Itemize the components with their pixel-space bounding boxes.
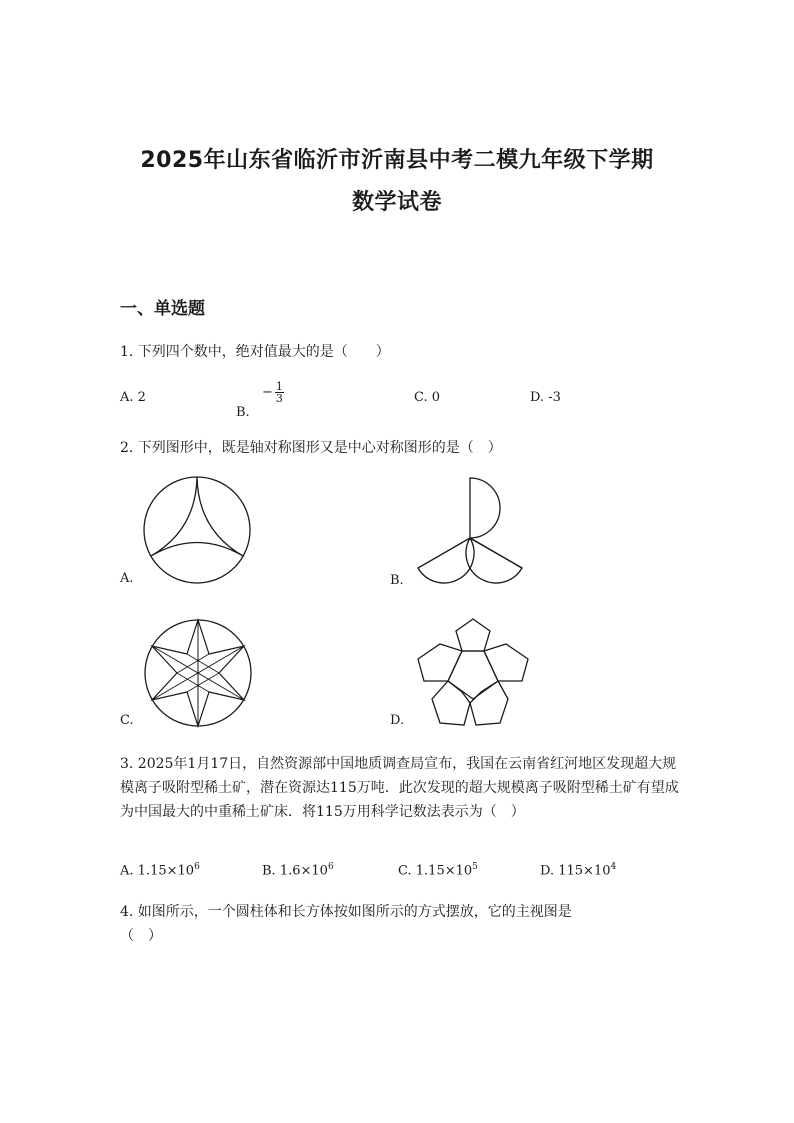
exam-title-line1: 2025年山东省临沂市沂南县中考二模九年级下学期 xyxy=(140,148,654,173)
q3-option-b xyxy=(262,862,334,878)
q3-option-c xyxy=(398,862,478,878)
q3-option-a-exponent: 6 xyxy=(194,862,200,872)
q1-option-b-numerator: 1 xyxy=(275,380,283,393)
section-heading: 一、单选题 xyxy=(120,299,205,319)
question-2-stem: 2. 下列图形中，既是轴对称图形又是中心对称图形的是（ ） xyxy=(120,440,502,456)
question-3-stem: 3. 2025年1月17日，自然资源部中国地质调查局宣布，我国在云南省红河地区发现超大规模离子吸附型稀土矿，潜在资源达115万吨．此次发现的超大规模离子吸附型稀土矿有望成为中国最大的中重稀土矿床．将115万用科学记数法表示为（ ） xyxy=(120,756,679,820)
question-1-stem: 1. 下列四个数中，绝对值最大的是（ ） xyxy=(120,344,390,360)
q3-option-a-base: 1.15×10 xyxy=(137,863,195,879)
question-4-stem-line1: 4. 如图所示，一个圆柱体和长方体按如图所示的方式摆放，它的主视图是 xyxy=(120,904,572,920)
exam-title-line2: 数学试卷 xyxy=(351,190,442,215)
q3-option-d-exponent: 4 xyxy=(610,862,617,872)
q3-option-c-base: 1.15×10 xyxy=(415,863,473,879)
q2-figure-c-six-point-star-in-circle xyxy=(142,617,254,729)
q1-option-b-sign: − xyxy=(262,385,273,400)
q1-option-b-label: B. xyxy=(236,405,250,420)
q3-option-b-exponent: 6 xyxy=(327,862,334,872)
question-4-stem-line2: （ ） xyxy=(120,928,162,944)
q2-option-b-label: B. xyxy=(390,573,404,588)
q3-option-d-base: 115×10 xyxy=(558,863,611,879)
q1-option-a: A. 2 xyxy=(120,390,146,405)
q3-option-a-label: A. xyxy=(120,863,134,879)
q3-option-d xyxy=(540,862,616,878)
q1-option-c: C. 0 xyxy=(414,390,441,405)
q2-option-d-label: D. xyxy=(390,713,405,728)
q3-option-c-exponent: 5 xyxy=(472,862,478,872)
q1-option-b xyxy=(236,381,250,420)
q3-option-b-label: B. xyxy=(262,863,276,879)
q2-figure-d-pentagon-ring xyxy=(412,615,534,730)
q2-option-c-label: C. xyxy=(120,713,134,728)
q3-option-b-base: 1.6×10 xyxy=(279,863,328,879)
q3-option-d-label: D. xyxy=(540,863,555,879)
q2-figure-b-pinwheel xyxy=(410,472,535,590)
q1-option-b-fraction xyxy=(262,381,284,404)
q1-option-b-denominator: 3 xyxy=(275,392,283,405)
q2-figure-a-curved-triangle-in-circle xyxy=(140,475,255,585)
q2-option-a-label: A. xyxy=(120,571,134,586)
q3-option-c-label: C. xyxy=(398,863,412,879)
q1-option-d: D. -3 xyxy=(530,390,561,405)
q3-option-a xyxy=(120,862,200,878)
